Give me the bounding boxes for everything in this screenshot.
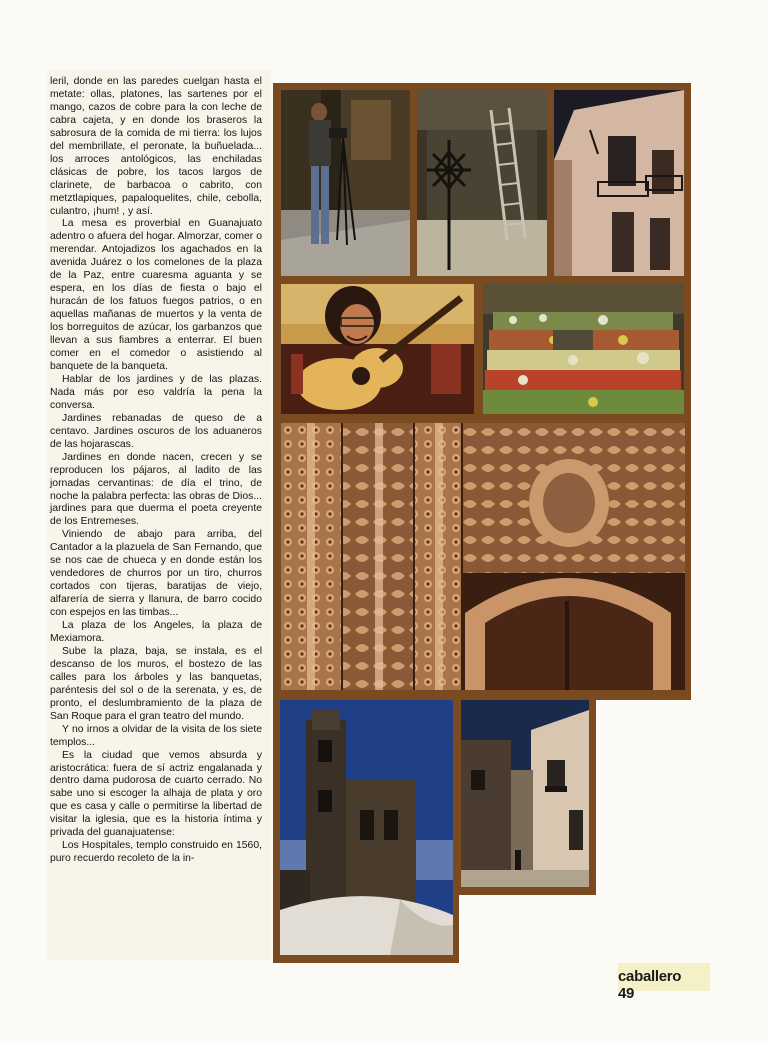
photo-baroque-facade bbox=[281, 423, 685, 690]
paragraph: Es la ciudad que vemos absurda y aristocrática: fuera de sí actriz engalanada y dentro dama pudorosa de cuarto cerrado. No sabe uno si escoger la alhaja de plata y oro que es casa y calle o permitirse la libertad de visitar la iglesia, que es la historia íntima y privada del guanajuatense: bbox=[50, 749, 262, 839]
paragraph: La plaza de los Angeles, la plaza de Mexiamora. bbox=[50, 620, 262, 644]
photo-guitarist bbox=[281, 284, 474, 414]
page-number: 49 bbox=[618, 985, 635, 1002]
paragraph: Los Hospitales, templo construido en 1560, puro recuerdo recoleto de la in- bbox=[50, 840, 262, 865]
paragraph: Hablar de los jardines y de las plazas. Nada más por eso valdría la pena la conversa. bbox=[50, 373, 262, 411]
photo-colonial-balcony bbox=[554, 90, 684, 276]
paragraph: La mesa es proverbial en Guanajuato adentro o afuera del hogar. Almorzar, comer o merendar. Antojadizos los agachados en la avenida Juárez o los comelones de la plaza de la Paz, entre cuaresma aguanta y se espera, en los días de fiesta o bajo el huracán de los fatuos fuegos patrios, o en aquellas mañanas de muertos y la venta de los borreguitos de azúcar, los garbanzos que llevan a sus fiambres a enterrar. El buen comer en el comedor o asistiendo al banquete de la banqueta. bbox=[50, 218, 262, 372]
photo-narrow-street bbox=[461, 700, 589, 887]
footer-text bbox=[618, 968, 698, 1002]
page-footer bbox=[618, 963, 710, 1002]
paragraph: Sube la plaza, baja, se instala, es el descanso de los muros, el bostezo de las calles para los árboles y las banquetas, paréntesis del sol o de la serenata, y es, de pronto, el deslumbramiento de la plaza de San Roque para el gran teatro del mundo. bbox=[50, 645, 262, 722]
article-text-column bbox=[50, 76, 262, 866]
photo-market-stall bbox=[483, 284, 684, 414]
photo-church-tower bbox=[280, 700, 453, 955]
magazine-name: caballero bbox=[618, 968, 682, 985]
paragraph: leril, donde en las paredes cuelgan hasta el metate: ollas, platones, las sartenes por el mango, cazos de cobre para la con leche de cabra cajeta, y en donde los braseros la sabrosura de la comida de mi tierra: los lujos del membrillate, el peronate, la buñuelada... los arroces antológicos, las enchiladas clásicas de pobre, los tacos largos de clarinete, de barbacoa o cabrito, con metztlapiques, papaloquelites, chile, cebolla, culantro, ¡hum! , y así. bbox=[50, 76, 262, 217]
paragraph: Viniendo de abajo para arriba, del Cantador a la plazuela de San Fernando, que se nos cae de chueca y en donde están los vendedores de churros por un tiro, churros cortados con tijeras, baratijas de viejo, alfarería de sierra y llanura, de barro cocido con espejos en las timbas... bbox=[50, 529, 262, 619]
photo-ladder-ironwork bbox=[417, 90, 547, 276]
paragraph: Jardines en donde nacen, crecen y se reproducen los pájaros, al ladito de las jornadas cervantinas: de día el trino, de noche la palabra perfecta: las obras de Dios... jardines para que duerma el poeta creyente de los Entremeses. bbox=[50, 451, 262, 528]
paragraph: Jardines rebanadas de queso de a centavo. Jardines oscuros de los aduaneros de las hojarascas. bbox=[50, 412, 262, 450]
paragraph: Y no irnos a olvidar de la visita de los siete templos... bbox=[50, 723, 262, 748]
photo-street-photographer bbox=[281, 90, 410, 276]
